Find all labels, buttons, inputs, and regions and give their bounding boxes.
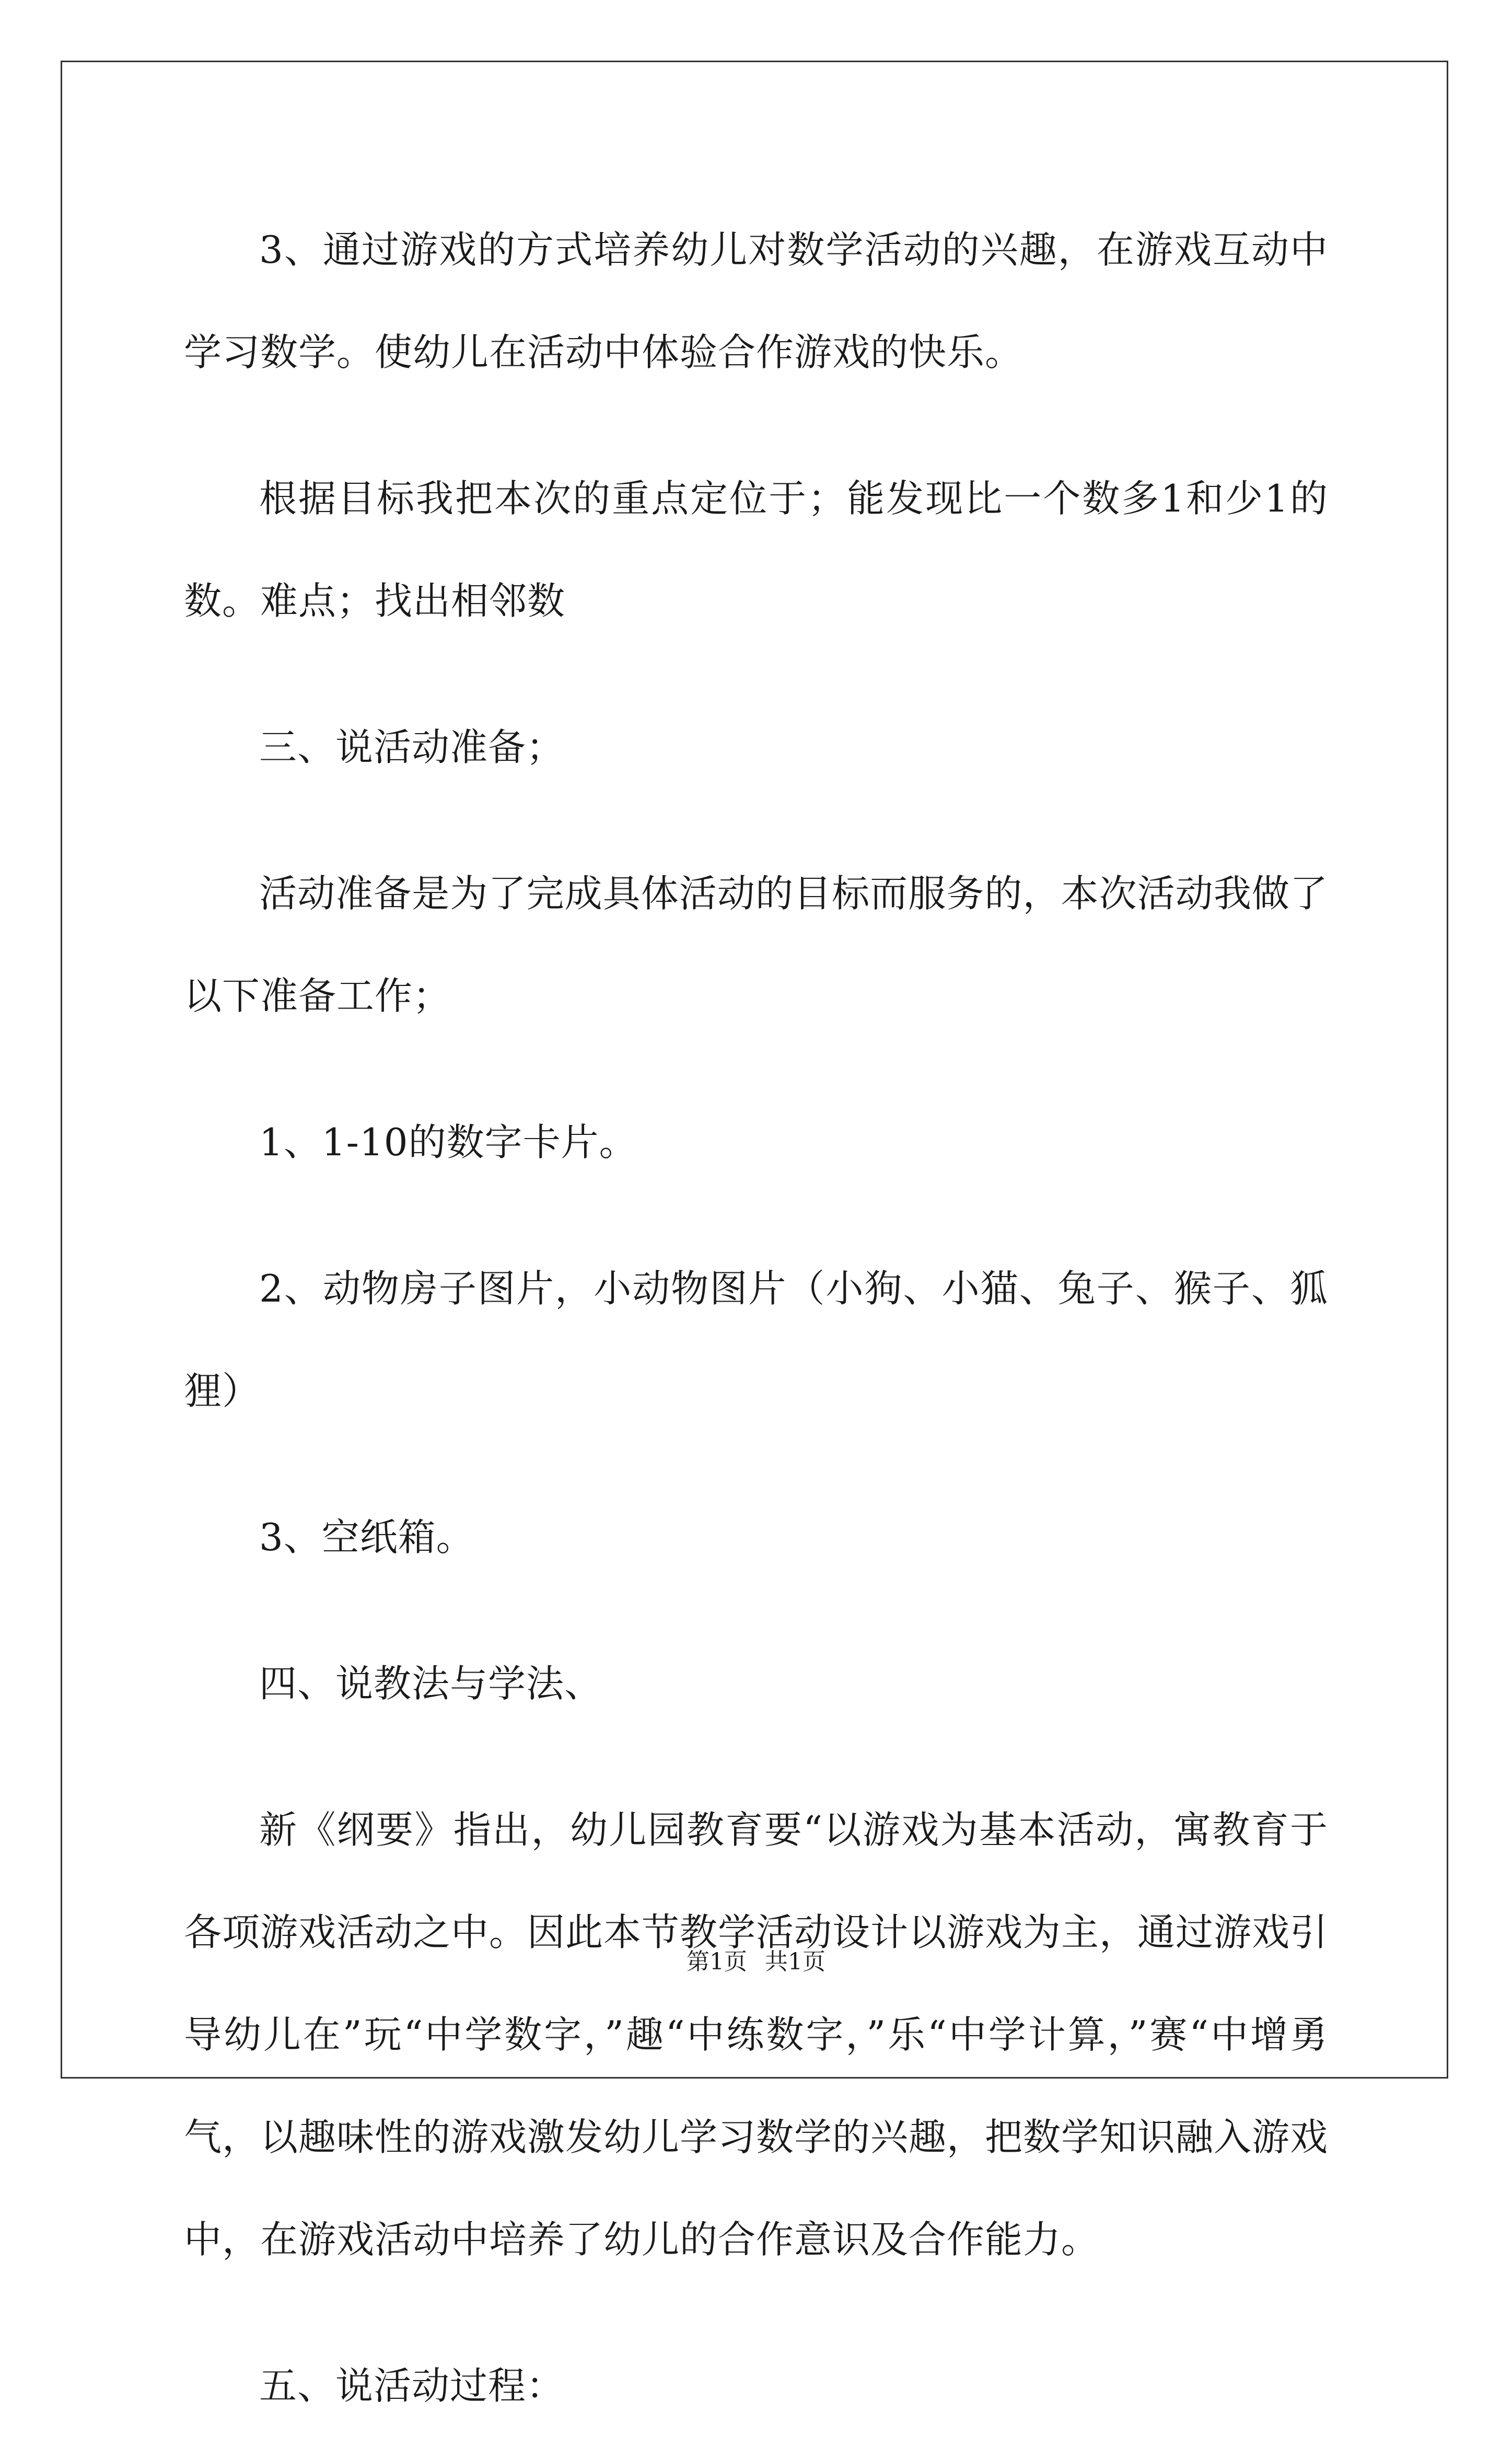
paragraph-preparation-intro: 活动准备是为了完成具体活动的目标而服务的，本次活动我做了以下准备工作； [184, 872, 1328, 1018]
paragraph-key-points: 根据目标我把本次的重点定位于；能发现比一个数多1和少1的数。难点；找出相邻数 [184, 477, 1328, 623]
page-number-total: 共1页 [765, 1948, 825, 1975]
document-body [184, 199, 1328, 2437]
section-heading-preparation: 三、说活动准备； [259, 725, 565, 769]
paragraph-goal-3: 3、通过游戏的方式培养幼儿对数学活动的兴趣，在游戏互动中学习数学。使幼儿在活动中体验合作游戏的快乐。 [184, 228, 1328, 374]
page-footer [0, 1946, 1512, 1978]
section-heading-process: 五、说活动过程： [259, 2364, 565, 2408]
paragraph-methods: 新《纲要》指出，幼儿园教育要“以游戏为基本活动，寓教育于各项游戏活动之中。因此本节教学活动设计以游戏为主，通过游戏引导幼儿在”玩“中学数字，”趣“中练数字，”乐“中学计算，”赛“中增勇气，以趣味性的游戏激发幼儿学习数学的兴趣，把数学知识融入游戏中，在游戏活动中培养了幼儿的合作意识及合作能力。 [184, 1808, 1329, 2261]
section-heading-methods: 四、说教法与学法、 [259, 1662, 603, 1705]
list-item-number-cards: 1、1-10的数字卡片。 [259, 1120, 637, 1164]
list-item-empty-box: 3、空纸箱。 [259, 1515, 474, 1559]
list-item-animal-pictures: 2、动物房子图片，小动物图片（小狗、小猫、兔子、猴子、狐狸） [184, 1267, 1328, 1413]
page-number-current: 第1页 [687, 1948, 747, 1975]
